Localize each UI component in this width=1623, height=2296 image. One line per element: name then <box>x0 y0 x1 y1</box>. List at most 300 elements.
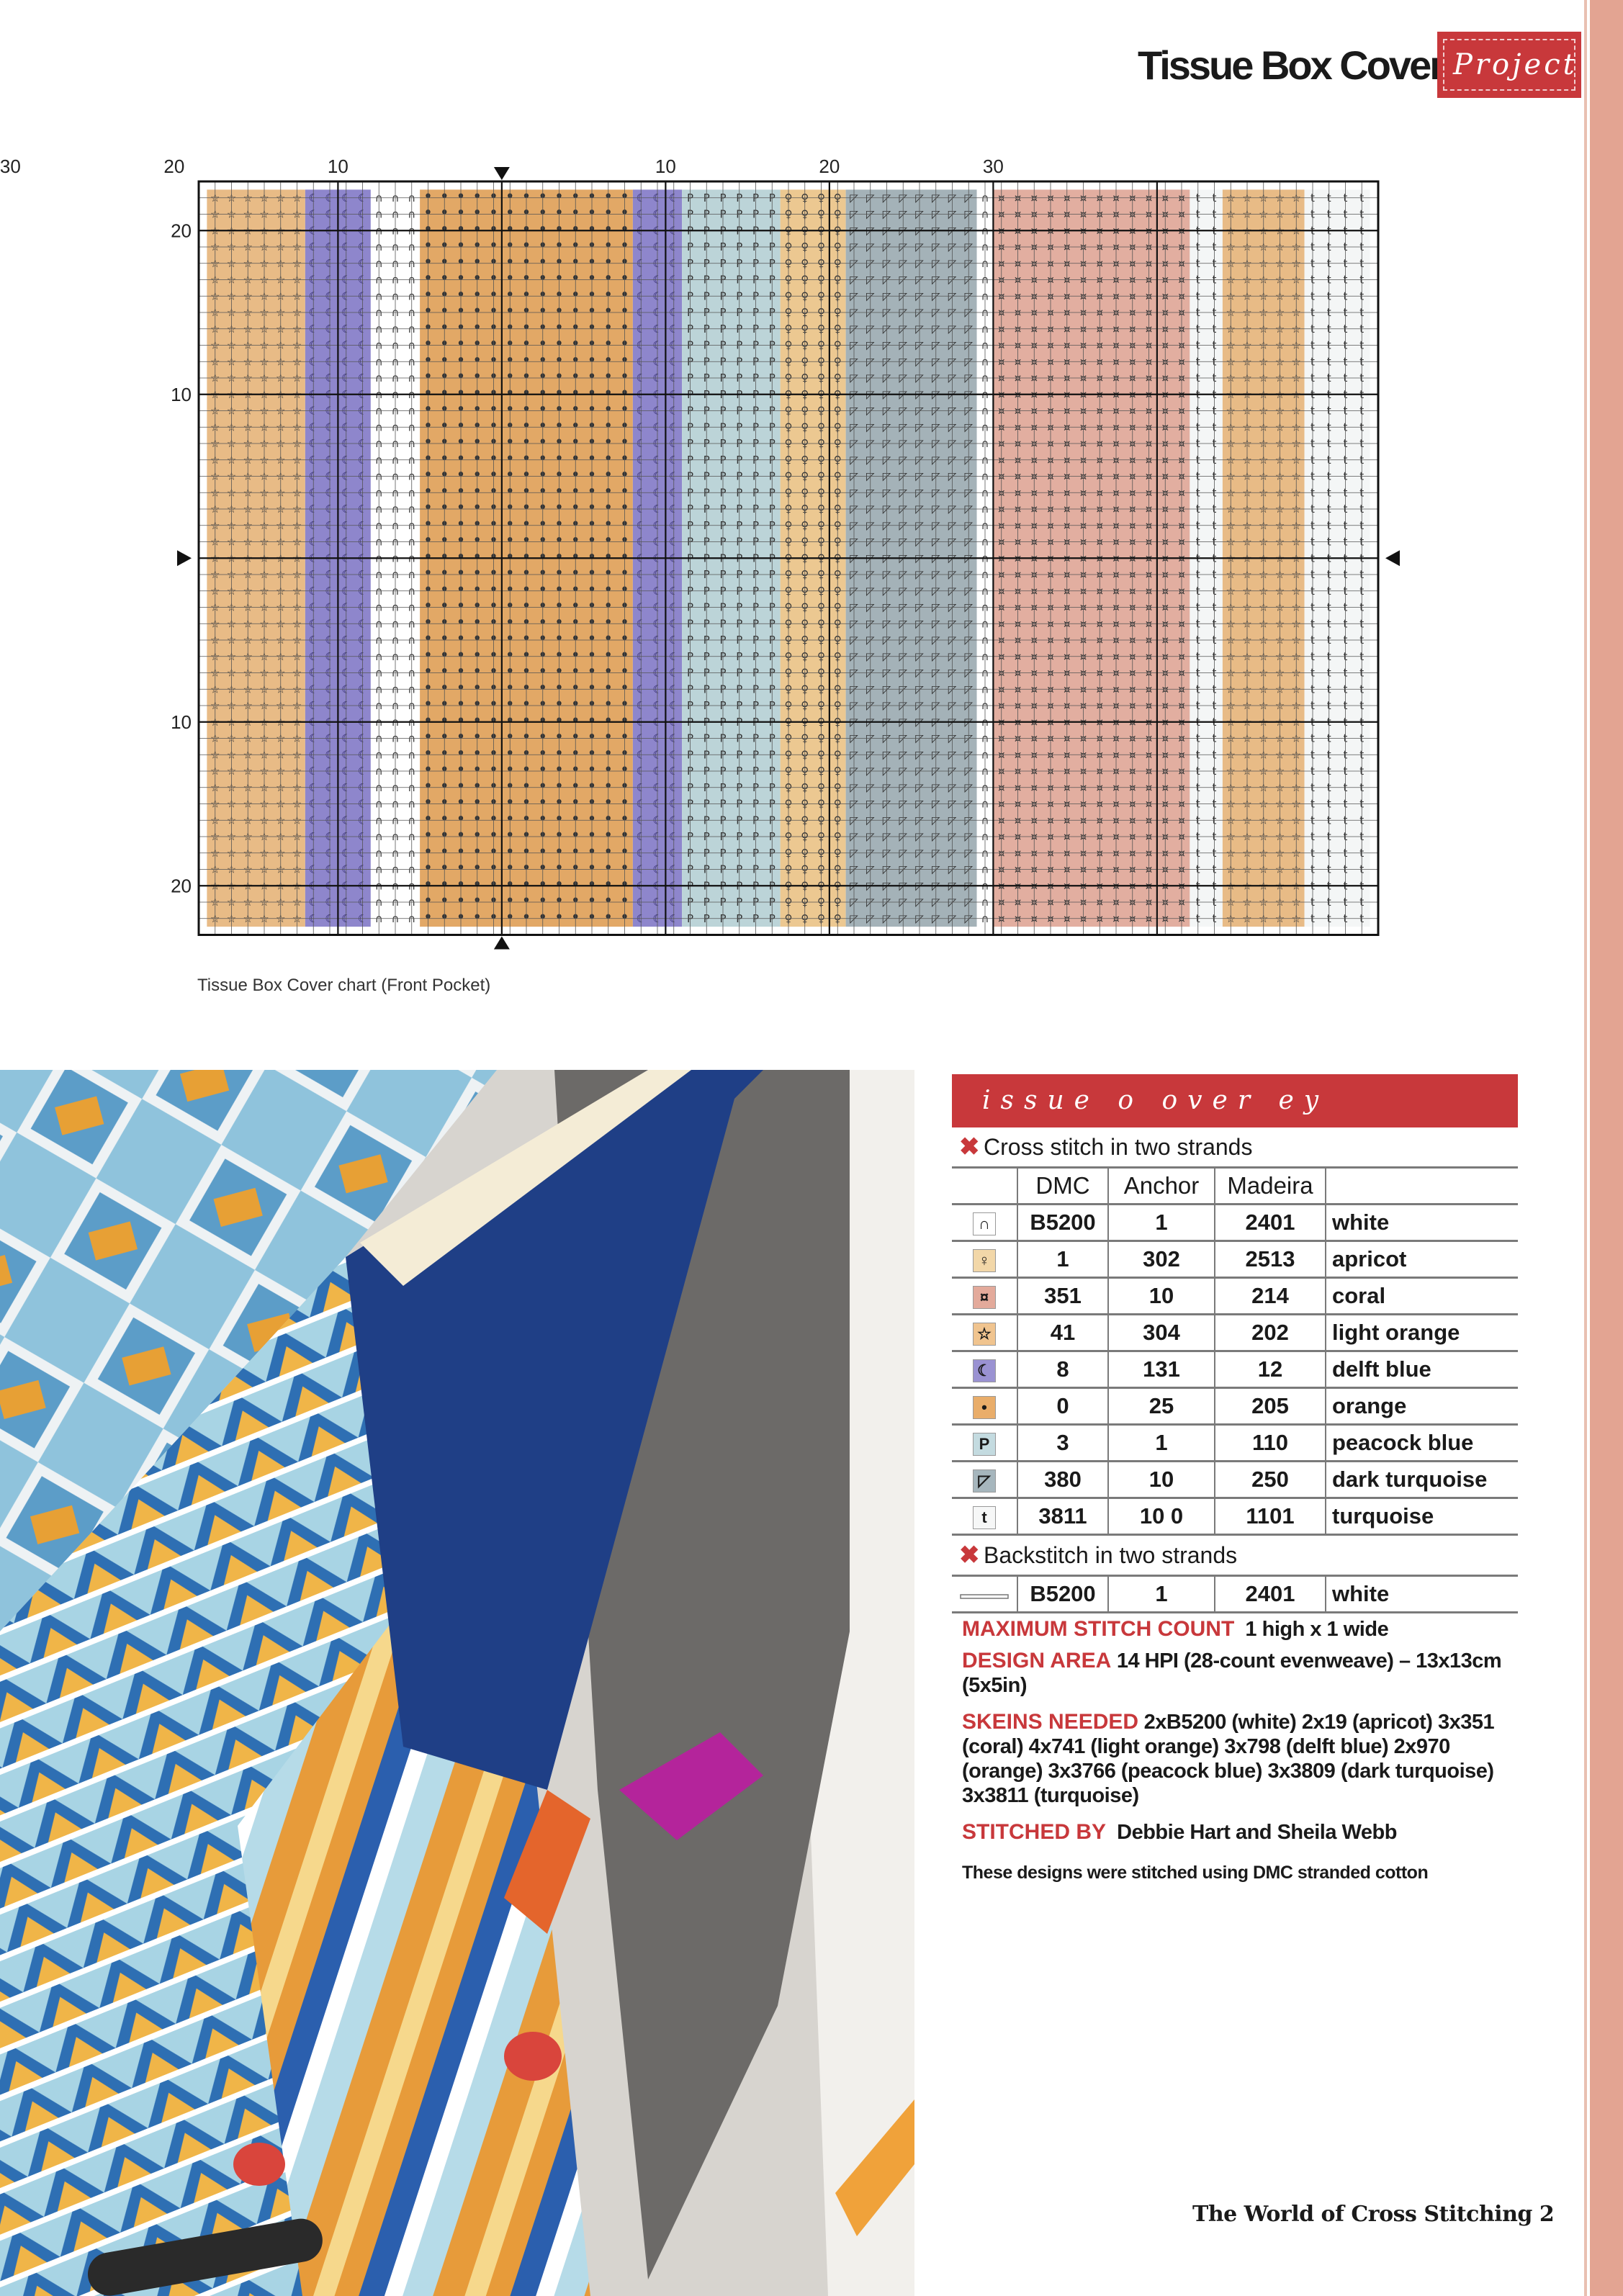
chart-stitch-symbol: • <box>505 433 515 452</box>
chart-stitch-symbol: • <box>521 417 531 436</box>
chart-stitch-symbol: • <box>472 433 482 452</box>
chart-stitch-symbol: • <box>538 368 548 387</box>
chart-stitch-symbol: • <box>423 187 433 206</box>
chart-stitch-symbol: • <box>538 269 548 288</box>
chart-stitch-symbol: • <box>423 793 433 812</box>
stitched-by-value: Debbie Hart and Sheila Webb <box>1117 1821 1397 1844</box>
chart-stitch-symbol: • <box>538 630 548 649</box>
chart-stitch-symbol: • <box>603 761 613 780</box>
chart-stitch-symbol: • <box>472 810 482 829</box>
chart-stitch-symbol: • <box>505 630 515 649</box>
chart-stitch-symbol: • <box>439 662 449 681</box>
chart-stitch-symbol: • <box>620 695 629 714</box>
chart-stitch-symbol: • <box>489 531 498 550</box>
chart-stitch-symbol: • <box>521 335 531 354</box>
chart-stitch-symbol: • <box>521 744 531 763</box>
chart-stitch-symbol: • <box>456 827 466 845</box>
chart-stitch-symbol: • <box>620 859 629 878</box>
chart-stitch-symbol: • <box>456 630 466 649</box>
chart-stitch-symbol: • <box>456 368 466 387</box>
chart-stitch-symbol: • <box>620 449 629 468</box>
chart-stitch-symbol: • <box>620 531 629 550</box>
chart-stitch-symbol: • <box>423 892 433 911</box>
chart-stitch-symbol: • <box>554 761 564 780</box>
chart-stitch-symbol: • <box>521 302 531 321</box>
chart-stitch-symbol: • <box>554 417 564 436</box>
chart-stitch-symbol: • <box>521 515 531 534</box>
chart-stitch-symbol: • <box>620 580 629 599</box>
chart-stitch-symbol: • <box>423 875 433 894</box>
chart-stitch-symbol: • <box>439 695 449 714</box>
chart-stitch-symbol: • <box>587 842 597 861</box>
chart-stitch-symbol: • <box>587 433 597 452</box>
chart-stitch-symbol: • <box>439 711 449 730</box>
page-footer <box>1192 2202 1554 2227</box>
y-tick-label: 10 <box>171 383 192 405</box>
chart-stitch-symbol: • <box>554 302 564 321</box>
cross-stitch-heading <box>952 1127 1518 1169</box>
chart-stitch-symbol: • <box>489 335 498 354</box>
chart-stitch-symbol: • <box>554 335 564 354</box>
chart-stitch-symbol: • <box>521 269 531 288</box>
chart-stitch-symbol: • <box>472 630 482 649</box>
chart-stitch-symbol: • <box>538 908 548 927</box>
key-title: issue o over ey <box>952 1074 1518 1127</box>
chart-stitch-symbol: • <box>538 777 548 796</box>
chart-stitch-symbol: • <box>570 400 580 419</box>
chart-stitch-symbol: • <box>456 318 466 337</box>
section-tab: Project <box>1437 32 1581 98</box>
chart-stitch-symbol: • <box>570 499 580 518</box>
chart-stitch-symbol: • <box>603 466 613 485</box>
chart-stitch-symbol: • <box>505 810 515 829</box>
chart-stitch-symbol: • <box>538 318 548 337</box>
chart-stitch-symbol: • <box>554 827 564 845</box>
chart-stitch-symbol: • <box>538 564 548 583</box>
chart-stitch-symbol: • <box>570 859 580 878</box>
key-dmc: 3 <box>1017 1425 1108 1462</box>
chart-stitch-symbol: • <box>456 482 466 501</box>
chart-stitch-symbol: • <box>489 810 498 829</box>
chart-stitch-symbol: • <box>570 810 580 829</box>
chart-stitch-symbol: • <box>472 793 482 812</box>
chart-stitch-symbol: • <box>472 679 482 698</box>
key-symbol-swatch: ◸ <box>973 1469 996 1493</box>
page-number: 2 <box>1539 2202 1555 2227</box>
chart-stitch-symbol: • <box>587 204 597 222</box>
chart-stitch-symbol: • <box>620 302 629 321</box>
chart-stitch-symbol: • <box>620 875 629 894</box>
chart-stitch-symbol: • <box>489 875 498 894</box>
chart-stitch-symbol: • <box>472 335 482 354</box>
page-edge-stripe <box>1590 0 1623 2296</box>
chart-stitch-symbol: • <box>439 630 449 649</box>
chart-stitch-symbol: • <box>489 499 498 518</box>
chart-stitch-symbol: • <box>538 302 548 321</box>
backstitch-madeira: 2401 <box>1215 1577 1326 1613</box>
chart-stitch-symbol: • <box>554 449 564 468</box>
chart-stitch-symbol: • <box>554 728 564 747</box>
chart-stitch-symbol: • <box>570 842 580 861</box>
chart-stitch-symbol: • <box>439 286 449 305</box>
chart-stitch-symbol: • <box>472 499 482 518</box>
chart-stitch-symbol: • <box>489 548 498 567</box>
chart-stitch-symbol: • <box>439 875 449 894</box>
chart-stitch-symbol: • <box>554 368 564 387</box>
chart-stitch-symbol: • <box>521 433 531 452</box>
key-symbol-cell <box>952 1462 1017 1498</box>
chart-stitch-symbol: • <box>505 761 515 780</box>
chart-stitch-symbol: • <box>456 302 466 321</box>
chart-stitch-symbol: • <box>439 548 449 567</box>
key-madeira: 2513 <box>1215 1241 1326 1278</box>
chart-stitch-symbol: • <box>439 449 449 468</box>
skeins-label: SKEINS NEEDED <box>962 1710 1139 1734</box>
chart-stitch-symbol: • <box>489 466 498 485</box>
chart-stitch-symbol: • <box>620 810 629 829</box>
chart-stitch-symbol: • <box>439 842 449 861</box>
stitched-by <box>962 1820 1509 1845</box>
chart-stitch-symbol: • <box>620 220 629 239</box>
backstitch-dmc: B5200 <box>1017 1577 1108 1613</box>
chart-stitch-symbol: • <box>423 859 433 878</box>
key-symbol-cell <box>952 1205 1017 1241</box>
chart-stitch-symbol: • <box>489 827 498 845</box>
chart-stitch-symbol: • <box>554 515 564 534</box>
chart-stitch-symbol: • <box>439 187 449 206</box>
chart-stitch-symbol: • <box>439 466 449 485</box>
chart-stitch-symbol: • <box>472 318 482 337</box>
chart-grid <box>0 144 1440 1008</box>
chart-stitch-symbol: • <box>620 908 629 927</box>
y-tick-label: 20 <box>171 220 192 242</box>
chart-stitch-symbol: • <box>538 499 548 518</box>
chart-stitch-symbol: • <box>489 597 498 616</box>
cross-icon: ✖ <box>959 1133 980 1161</box>
chart-stitch-symbol: • <box>554 842 564 861</box>
chart-stitch-symbol: • <box>489 744 498 763</box>
chart-stitch-symbol: • <box>570 515 580 534</box>
chart-stitch-symbol: • <box>456 515 466 534</box>
chart-stitch-symbol: • <box>521 466 531 485</box>
key-color-name: apricot <box>1326 1241 1518 1278</box>
chart-stitch-symbol: • <box>603 711 613 730</box>
chart-stitch-symbol: • <box>489 187 498 206</box>
chart-stitch-symbol: • <box>439 761 449 780</box>
key-row <box>952 1241 1518 1278</box>
chart-stitch-symbol: • <box>570 646 580 665</box>
chart-stitch-symbol: • <box>423 842 433 861</box>
chart-stitch-symbol: • <box>570 466 580 485</box>
chart-stitch-symbol: • <box>489 417 498 436</box>
chart-stitch-symbol: • <box>521 351 531 370</box>
chart-stitch-symbol: • <box>489 564 498 583</box>
chart-stitch-symbol: • <box>521 908 531 927</box>
chart-stitch-symbol: • <box>472 269 482 288</box>
design-area <box>962 1649 1509 1698</box>
chart-stitch-symbol: • <box>521 695 531 714</box>
chart-stitch-symbol: • <box>538 433 548 452</box>
skeins-value: 2xB5200 (white) 2x19 (apricot) 3x351 (coral) 4x741 (light orange) 3x798 (delft blue) 2x970 (orange) 3x3766 (peacock blue) 3x3809 (dark turquoise) 3x3811 (turquoise) <box>962 1711 1495 1807</box>
chart-stitch-symbol: • <box>620 679 629 698</box>
chart-stitch-symbol: • <box>505 499 515 518</box>
chart-stitch-symbol: • <box>587 531 597 550</box>
chart-stitch-symbol: • <box>603 269 613 288</box>
chart-stitch-symbol: • <box>505 220 515 239</box>
chart-stitch-symbol: • <box>603 302 613 321</box>
chart-stitch-symbol: • <box>423 679 433 698</box>
chart-stitch-symbol: • <box>456 384 466 402</box>
chart-stitch-symbol: • <box>587 384 597 402</box>
chart-stitch-symbol: • <box>587 417 597 436</box>
chart-stitch-symbol: • <box>505 613 515 632</box>
chart-stitch-symbol: • <box>456 597 466 616</box>
key-symbol-swatch: • <box>973 1396 996 1419</box>
chart-stitch-symbol: • <box>423 597 433 616</box>
chart-stitch-symbol: • <box>587 548 597 567</box>
chart-stitch-symbol: • <box>587 744 597 763</box>
chart-stitch-symbol: • <box>603 368 613 387</box>
chart-stitch-symbol: • <box>489 449 498 468</box>
chart-stitch-symbol: • <box>489 318 498 337</box>
chart-stitch-symbol: • <box>570 384 580 402</box>
page-title: Tissue Box Cover <box>1138 42 1444 88</box>
chart-stitch-symbol: • <box>587 679 597 698</box>
chart-stitch-symbol: • <box>489 400 498 419</box>
chart-stitch-symbol: • <box>554 662 564 681</box>
chart-stitch-symbol: • <box>439 679 449 698</box>
chart-stitch-symbol: • <box>587 875 597 894</box>
chart-stitch-symbol: • <box>554 433 564 452</box>
chart-stitch-symbol: • <box>489 761 498 780</box>
chart-stitch-symbol: • <box>570 908 580 927</box>
chart-stitch-symbol: • <box>587 810 597 829</box>
key-symbol-swatch: ¤ <box>973 1286 996 1309</box>
chart-stitch-symbol: • <box>570 892 580 911</box>
key-color-name: light orange <box>1326 1315 1518 1351</box>
chart-stitch-symbol: • <box>570 368 580 387</box>
chart-stitch-symbol: • <box>505 187 515 206</box>
chart-stitch-symbol: • <box>587 269 597 288</box>
chart-stitch-symbol: • <box>489 368 498 387</box>
chart-stitch-symbol: • <box>423 662 433 681</box>
chart-stitch-symbol: • <box>620 204 629 222</box>
chart-stitch-symbol: • <box>423 580 433 599</box>
chart-stitch-symbol: • <box>439 417 449 436</box>
chart-stitch-symbol: • <box>472 187 482 206</box>
chart-stitch-symbol: • <box>439 499 449 518</box>
chart-stitch-symbol: • <box>587 499 597 518</box>
chart-stitch-symbol: • <box>456 613 466 632</box>
chart-stitch-symbol: • <box>439 433 449 452</box>
chart-stitch-symbol: • <box>521 777 531 796</box>
chart-stitch-symbol: • <box>456 449 466 468</box>
thread-key-table <box>952 1169 1518 1536</box>
key-madeira: 214 <box>1215 1278 1326 1315</box>
chart-stitch-symbol: • <box>603 515 613 534</box>
chart-stitch-symbol: • <box>505 777 515 796</box>
chart-stitch-symbol: • <box>620 286 629 305</box>
chart-stitch-symbol: • <box>505 859 515 878</box>
chart-stitch-symbol: • <box>472 368 482 387</box>
chart-stitch-symbol: • <box>505 842 515 861</box>
chart-stitch-symbol: • <box>587 253 597 271</box>
chart-stitch-symbol: • <box>505 318 515 337</box>
chart-stitch-symbol: • <box>456 793 466 812</box>
chart-stitch-symbol: • <box>472 564 482 583</box>
chart-stitch-symbol: • <box>620 253 629 271</box>
key-madeira: 2401 <box>1215 1205 1326 1241</box>
chart-stitch-symbol: • <box>587 237 597 256</box>
chart-stitch-symbol: • <box>505 286 515 305</box>
chart-stitch-symbol: • <box>439 351 449 370</box>
chart-stitch-symbol: • <box>603 220 613 239</box>
chart-stitch-symbol: • <box>570 220 580 239</box>
chart-stitch-symbol: • <box>472 237 482 256</box>
chart-stitch-symbol: • <box>423 449 433 468</box>
chart-stitch-symbol: • <box>505 482 515 501</box>
chart-stitch-symbol: • <box>489 793 498 812</box>
chart-stitch-symbol: • <box>603 810 613 829</box>
chart-stitch-symbol: • <box>538 286 548 305</box>
chart-stitch-symbol: • <box>472 515 482 534</box>
chart-stitch-symbol: • <box>620 613 629 632</box>
chart-stitch-symbol: • <box>554 482 564 501</box>
chart-stitch-symbol: • <box>554 892 564 911</box>
chart-stitch-symbol: • <box>554 269 564 288</box>
chart-stitch-symbol: • <box>521 875 531 894</box>
chart-stitch-symbol: • <box>505 695 515 714</box>
chart-stitch-symbol: • <box>620 744 629 763</box>
chart-stitch-symbol: • <box>538 204 548 222</box>
chart-stitch-symbol: • <box>472 580 482 599</box>
key-symbol-swatch: t <box>973 1506 996 1529</box>
backstitch-anchor: 1 <box>1108 1577 1215 1613</box>
chart-stitch-symbol: • <box>439 728 449 747</box>
chart-stitch-symbol: • <box>538 827 548 845</box>
key-color-name: white <box>1326 1205 1518 1241</box>
chart-stitch-symbol: • <box>570 793 580 812</box>
chart-stitch-symbol: • <box>423 417 433 436</box>
chart-stitch-symbol: • <box>620 433 629 452</box>
chart-stitch-symbol: • <box>456 269 466 288</box>
chart-stitch-symbol: • <box>505 728 515 747</box>
chart-stitch-symbol: • <box>570 613 580 632</box>
chart-stitch-symbol: • <box>620 384 629 402</box>
key-anchor: 10 <box>1108 1278 1215 1315</box>
chart-stitch-symbol: • <box>521 253 531 271</box>
chart-stitch-symbol: • <box>472 613 482 632</box>
chart-stitch-symbol: • <box>554 318 564 337</box>
chart-stitch-symbol: • <box>603 187 613 206</box>
chart-stitch-symbol: • <box>439 400 449 419</box>
chart-stitch-symbol: • <box>587 351 597 370</box>
chart-stitch-symbol: • <box>423 400 433 419</box>
key-header-row <box>952 1169 1518 1205</box>
chart-stitch-symbol: • <box>620 515 629 534</box>
chart-stitch-symbol: • <box>538 384 548 402</box>
chart-stitch-symbol: • <box>423 810 433 829</box>
chart-stitch-symbol: • <box>587 630 597 649</box>
chart-stitch-symbol: • <box>505 269 515 288</box>
chart-stitch-symbol: • <box>472 761 482 780</box>
chart-stitch-symbol: • <box>538 793 548 812</box>
chart-stitch-symbol: • <box>505 548 515 567</box>
chart-stitch-symbol: • <box>505 597 515 616</box>
chart-stitch-symbol: • <box>489 695 498 714</box>
chart-stitch-symbol: • <box>538 842 548 861</box>
chart-stitch-symbol: • <box>423 466 433 485</box>
chart-stitch-symbol: • <box>620 777 629 796</box>
chart-stitch-symbol: • <box>439 859 449 878</box>
chart-stitch-symbol: • <box>603 646 613 665</box>
chart-stitch-symbol: • <box>472 597 482 616</box>
chart-stitch-symbol: • <box>620 630 629 649</box>
chart-stitch-symbol: • <box>554 187 564 206</box>
key-dmc: 1 <box>1017 1241 1108 1278</box>
chart-stitch-symbol: • <box>439 613 449 632</box>
chart-stitch-symbol: • <box>456 548 466 567</box>
chart-stitch-symbol: • <box>521 220 531 239</box>
chart-stitch-symbol: • <box>570 580 580 599</box>
chart-stitch-symbol: • <box>423 269 433 288</box>
chart-stitch-symbol: • <box>603 400 613 419</box>
chart-stitch-symbol: • <box>456 842 466 861</box>
chart-stitch-symbol: • <box>489 662 498 681</box>
chart-stitch-symbol: • <box>472 400 482 419</box>
chart-stitch-symbol: • <box>439 810 449 829</box>
chart-stitch-symbol: • <box>620 728 629 747</box>
chart-stitch-symbol: • <box>603 580 613 599</box>
chart-stitch-symbol: • <box>472 711 482 730</box>
chart-stitch-symbol: • <box>505 580 515 599</box>
chart-stitch-symbol: • <box>587 827 597 845</box>
chart-stitch-symbol: • <box>570 548 580 567</box>
chart-stitch-symbol: • <box>521 204 531 222</box>
chart-stitch-symbol: • <box>570 449 580 468</box>
chart-stitch-symbol: • <box>472 859 482 878</box>
key-madeira: 205 <box>1215 1388 1326 1425</box>
chart-stitch-symbol: • <box>538 335 548 354</box>
chart-stitch-symbol: • <box>620 318 629 337</box>
chart-stitch-symbol: • <box>423 237 433 256</box>
chart-stitch-symbol: • <box>603 908 613 927</box>
backstitch-row <box>952 1577 1518 1613</box>
chart-stitch-symbol: • <box>472 728 482 747</box>
chart-stitch-symbol: • <box>570 482 580 501</box>
chart-stitch-symbol: • <box>439 908 449 927</box>
chart-stitch-symbol: • <box>587 892 597 911</box>
chart-stitch-symbol: • <box>554 908 564 927</box>
chart-stitch-symbol: • <box>587 449 597 468</box>
chart-stitch-symbol: • <box>521 449 531 468</box>
key-symbol-swatch: P <box>973 1433 996 1456</box>
chart-stitch-symbol: • <box>472 842 482 861</box>
chart-stitch-symbol: • <box>423 827 433 845</box>
chart-stitch-symbol: • <box>538 679 548 698</box>
chart-stitch-symbol: • <box>620 597 629 616</box>
chart-stitch-symbol: • <box>521 630 531 649</box>
chart-stitch-symbol: • <box>489 515 498 534</box>
chart-stitch-symbol: • <box>456 204 466 222</box>
chart-stitch-symbol: • <box>456 646 466 665</box>
chart-stitch-symbol: • <box>538 449 548 468</box>
backstitch-heading-text: Backstitch in two strands <box>984 1542 1238 1568</box>
key-row <box>952 1315 1518 1351</box>
key-dmc: 41 <box>1017 1315 1108 1351</box>
chart-stitch-symbol: • <box>570 286 580 305</box>
chart-stitch-symbol: • <box>570 335 580 354</box>
